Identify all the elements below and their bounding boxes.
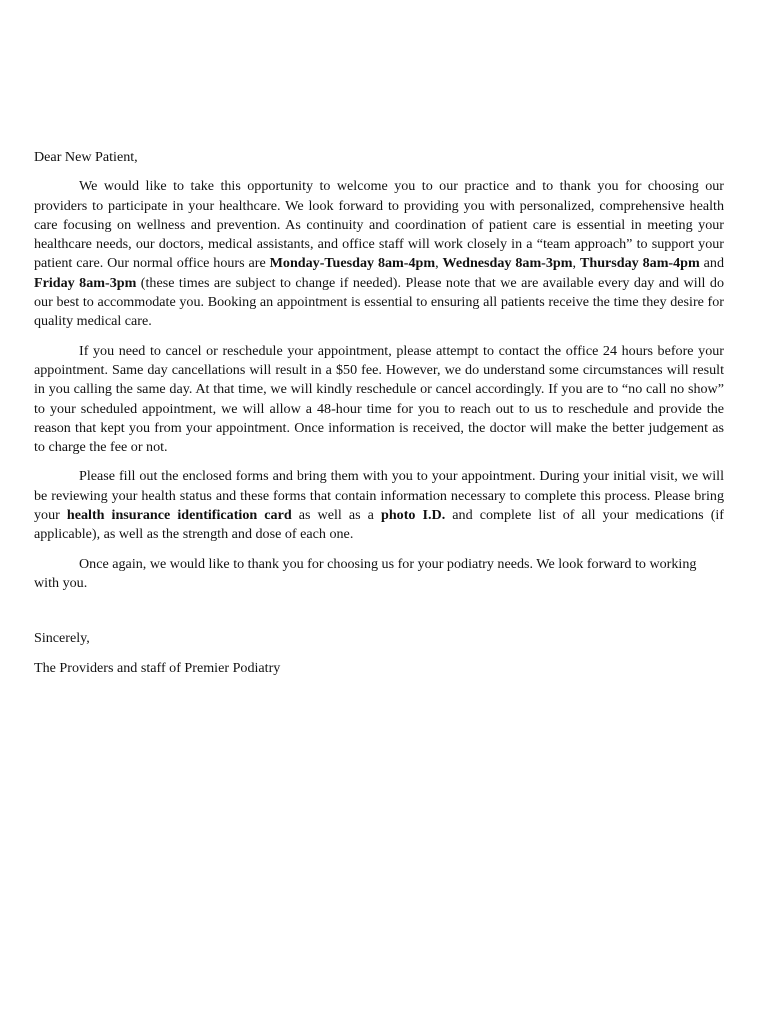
- hours-separator: ,: [435, 255, 443, 272]
- hours-separator: and: [699, 255, 725, 272]
- forms-paragraph: [34, 467, 724, 544]
- letter: [34, 148, 724, 678]
- thank-you-paragraph: Once again, we would like to thank you for choosing us for your podiatry needs. We look forward to working with you.: [34, 555, 697, 591]
- welcome-text-continued: (these times are subject to change if needed). Please note that we are available every day and will do our best to accommodate you. Booking an appointment is essential to ensuring all patients receive the time they desire for quality medical care.: [34, 274, 725, 330]
- welcome-paragraph: [34, 177, 724, 331]
- office-hours-monday-tuesday: Monday-Tuesday 8am-4pm: [269, 255, 436, 272]
- photo-id-requirement: photo I.D.: [380, 507, 446, 524]
- welcome-text: We would like to take this opportunity to welcome you to our practice and to thank you for choosing our providers to participate in your healthcare. We look forward to providing you with personalized, comprehensive health care focusing on wellness and prevention. As continuity and coordination of patient care is essential in meeting your healthcare needs, our doctors, medical assistants, and office staff will work closely in a “team approach” to support your patient care. Our normal office hours are: [34, 178, 724, 272]
- closing: Sincerely,: [34, 630, 90, 647]
- forms-text: Please fill out the enclosed forms and bring them with you to your appointment. During your initial visit, we will be reviewing your health status and these forms that contain information necessary to complete this process. Please bring your: [34, 468, 724, 524]
- cancellation-policy-paragraph: If you need to cancel or reschedule your appointment, please attempt to contact the office 24 hours before your appointment. Same day cancellations will result in a $50 fee. However, we do understand some circumstances will result in you calling the same day. At that time, we will kindly reschedule or cancel accordingly. If you are to “no call no show” to your scheduled appointment, we will allow a 48-hour time for you to reach out to us to reschedule and provide the reason that kept you from your appointment. Once information is received, the doctor will make the better judgement as to charge the fee or not.: [34, 342, 724, 456]
- hours-separator: ,: [572, 255, 580, 272]
- insurance-card-requirement: health insurance identification card: [66, 507, 292, 524]
- office-hours-thursday: Thursday 8am-4pm: [579, 255, 700, 272]
- office-hours-friday: Friday 8am-3pm: [34, 274, 137, 291]
- signature: The Providers and staff of Premier Podiatry: [34, 659, 281, 676]
- forms-text-end: and complete list of all your medications (if applicable), as well as the strength and dose of each one.: [34, 507, 724, 543]
- forms-text-middle: as well as a: [291, 507, 381, 524]
- salutation: Dear New Patient,: [34, 149, 138, 165]
- office-hours-wednesday: Wednesday 8am-3pm: [442, 255, 573, 272]
